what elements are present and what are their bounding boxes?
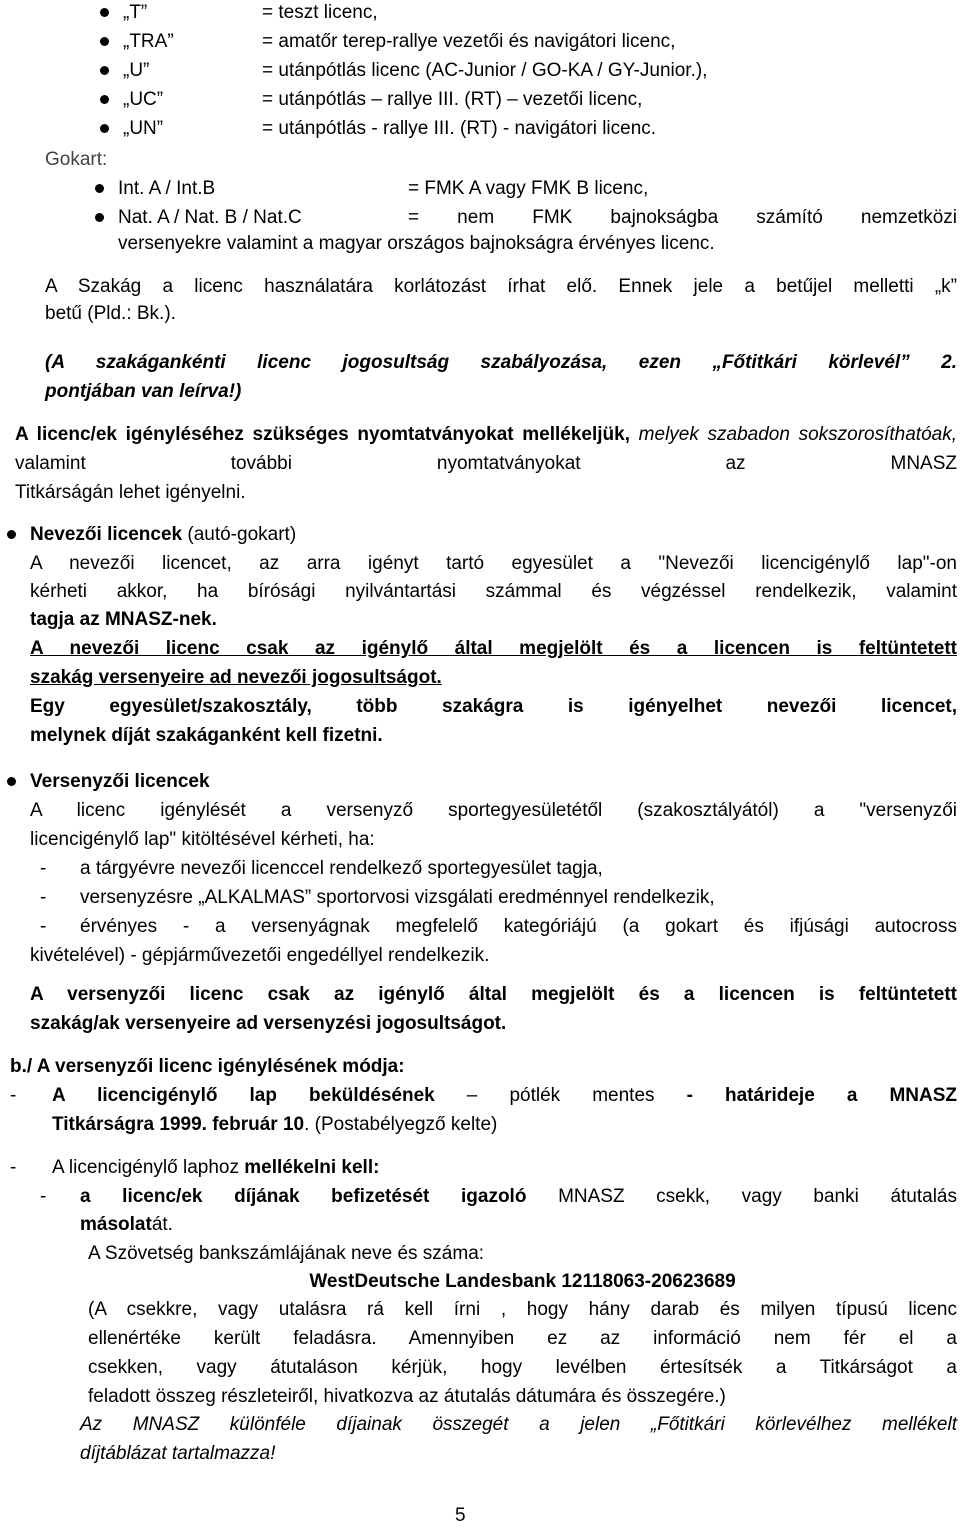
step2-line	[52, 1153, 379, 1182]
step-dash: -	[10, 1157, 17, 1178]
condition-dash: -	[40, 916, 47, 937]
gokart-heading: Gokart:	[45, 149, 108, 170]
condition-continuation: kivételével) - gépjárművezetői engedéllyel rendelkezik.	[30, 945, 490, 966]
sub1-line	[80, 1182, 957, 1211]
gokart-item	[118, 203, 302, 232]
gokart-item	[118, 174, 215, 203]
step-dash: -	[10, 1085, 17, 1106]
step1-bold: A licencigénylő lap beküldésének	[52, 1085, 435, 1106]
condition-dash: -	[40, 887, 47, 908]
entrant-bold: Egy egyesület/szakosztály, több szakágra is igényelhet nevezői licencet,	[30, 696, 957, 717]
gokart-code: Nat. A / Nat. B / Nat.C	[118, 207, 302, 228]
paren-line: ellenértéke került feladásra. Amennyiben ez az információ nem fér el a	[88, 1328, 957, 1349]
list-item	[123, 114, 163, 143]
licence-code: „T”	[123, 2, 148, 23]
licence-desc: = amatőr terep-rallye vezetői és navigátori licenc,	[262, 31, 676, 52]
fee-line: díjtáblázat tartalmazza!	[80, 1443, 276, 1464]
step1-deadline: Titkárságra 1999. február 10	[52, 1114, 305, 1135]
gokart-code: Int. A / Int.B	[118, 178, 216, 199]
sub1-bold: a licenc/ek díjának befizetését igazoló	[80, 1186, 527, 1207]
licence-code: „UC”	[123, 89, 164, 110]
note-line: (A szakágankénti licenc jogosultság szabályozása, ezen „Főtitkári körlevél” 2.	[45, 352, 957, 373]
entrant-title	[30, 520, 296, 549]
entrant-title-text: Nevezői licencek	[30, 524, 183, 545]
driver-bold: A versenyzői licenc csak az igénylő által megjelölt és a licencen is feltüntetett	[30, 984, 957, 1005]
condition-item: a tárgyévre nevezői licenccel rendelkező sportegyesület tagja,	[80, 858, 603, 879]
sub1-copy-bold: másolat	[80, 1214, 152, 1235]
condition-item: érvényes - a versenyágnak megfelelő kategóriájú (a gokart és ifjúsági autocross	[80, 916, 957, 937]
step2-normal: A licencigénylő laphoz	[52, 1157, 239, 1178]
fee-line: Az MNASZ különféle díjainak összegét a jelen „Főtitkári körlevélhez mellékelt	[80, 1414, 957, 1435]
licence-desc: = teszt licenc,	[262, 2, 378, 23]
entrant-line: tagja az MNASZ-nek.	[30, 609, 217, 630]
sub1-line2	[80, 1210, 173, 1239]
sub1-normal: MNASZ csekk, vagy banki átutalás	[558, 1186, 957, 1207]
licence-code: „U”	[123, 60, 150, 81]
step2-bold: mellékelni kell:	[244, 1157, 380, 1178]
procedure-heading: b./ A versenyzői licenc igénylésének módja:	[10, 1056, 405, 1077]
forms-line: Titkárságán lehet igényelni.	[15, 482, 246, 503]
bank-value: WestDeutsche Landesbank 12118063-20623689	[309, 1271, 736, 1292]
step1-bold2: - határideje a MNASZ	[686, 1085, 958, 1106]
step1-line2	[52, 1110, 497, 1139]
step1-dash: –	[466, 1085, 478, 1106]
entrant-underline: A nevezői licenc csak az igénylő által megjelölt és a licencen is feltüntetett	[30, 638, 957, 659]
sub-dash: -	[40, 1186, 47, 1207]
step1-postmark: . (Postabélyegző kelte)	[304, 1114, 498, 1135]
sub1-copy-normal: át.	[151, 1214, 173, 1235]
page-number: 5	[455, 1505, 466, 1526]
note-line: pontjában van leírva!)	[45, 381, 242, 402]
bank-label: A Szövetség bankszámlájának neve és száma:	[88, 1243, 485, 1264]
licence-desc: = utánpótlás - rallye III. (RT) - navigátori licenc.	[262, 118, 657, 139]
forms-italic: melyek szabadon sokszorosíthatóak,	[638, 424, 957, 445]
gokart-continuation: versenyekre valamint a magyar országos bajnokságra érvényes licenc.	[118, 233, 715, 254]
list-item	[123, 85, 163, 114]
condition-item: versenyzésre „ALKALMAS” sportorvosi vizsgálati eredménnyel rendelkezik,	[80, 887, 715, 908]
condition-dash: -	[40, 858, 47, 879]
step1-normal: pótlék mentes	[509, 1085, 655, 1106]
driver-bold: szakág/ak versenyeire ad versenyzési jogosultságot.	[30, 1013, 507, 1034]
forms-bold: A licenc/ek igényléséhez szükséges nyomtatványokat mellékeljük,	[15, 424, 630, 445]
driver-title: Versenyzői licencek	[30, 767, 210, 796]
entrant-title-suffix: (autó-gokart)	[187, 524, 297, 545]
entrant-line: A nevezői licencet, az arra igényt tartó egyesület a "Nevezői licencigénylő lap"-on	[30, 553, 957, 574]
licence-desc: = utánpótlás licenc (AC-Junior / GO-KA / GY-Junior.),	[262, 60, 708, 81]
entrant-bold: melynek díját szakáganként kell fizetni.	[30, 725, 383, 746]
paren-line: (A csekkre, vagy utalásra rá kell írni , hogy hány darab és milyen típusú licenc	[88, 1299, 957, 1320]
entrant-line: kérheti akkor, ha bírósági nyilvántartási számmal és végzéssel rendelkezik, valamint	[30, 581, 957, 602]
list-item	[123, 27, 174, 56]
gokart-desc: = nem FMK bajnokságba számító nemzetközi	[408, 207, 957, 228]
entrant-underline: szakág versenyeire ad nevezői jogosultságot.	[30, 667, 442, 688]
step1-line	[52, 1081, 957, 1110]
driver-line: A licenc igénylését a versenyző sportegyesületétől (szakosztályától) a "versenyzői	[30, 800, 957, 821]
paren-line: csekken, vagy átutaláson kérjük, hogy levélben értesítsék a Titkárságot a	[88, 1357, 957, 1378]
restriction-line: betű (Pld.: Bk.).	[45, 303, 176, 324]
restriction-line: A Szakág a licenc használatára korlátozást írhat elő. Ennek jele a betűjel melletti „k”	[45, 276, 957, 297]
forms-line	[15, 420, 957, 478]
driver-line: licencigénylő lap" kitöltésével kérheti, ha:	[30, 829, 375, 850]
forms-rest: valamint további nyomtatványokat az MNASZ	[15, 453, 957, 474]
gokart-desc: = FMK A vagy FMK B licenc,	[408, 178, 649, 199]
licence-code: „UN”	[123, 118, 164, 139]
list-item	[123, 56, 149, 85]
list-item	[123, 0, 147, 27]
paren-line: feladott összeg részleteiről, hivatkozva az átutalás dátumára és összegére.)	[88, 1386, 726, 1407]
licence-desc: = utánpótlás – rallye III. (RT) – vezetői licenc,	[262, 89, 643, 110]
licence-code: „TRA”	[123, 31, 174, 52]
